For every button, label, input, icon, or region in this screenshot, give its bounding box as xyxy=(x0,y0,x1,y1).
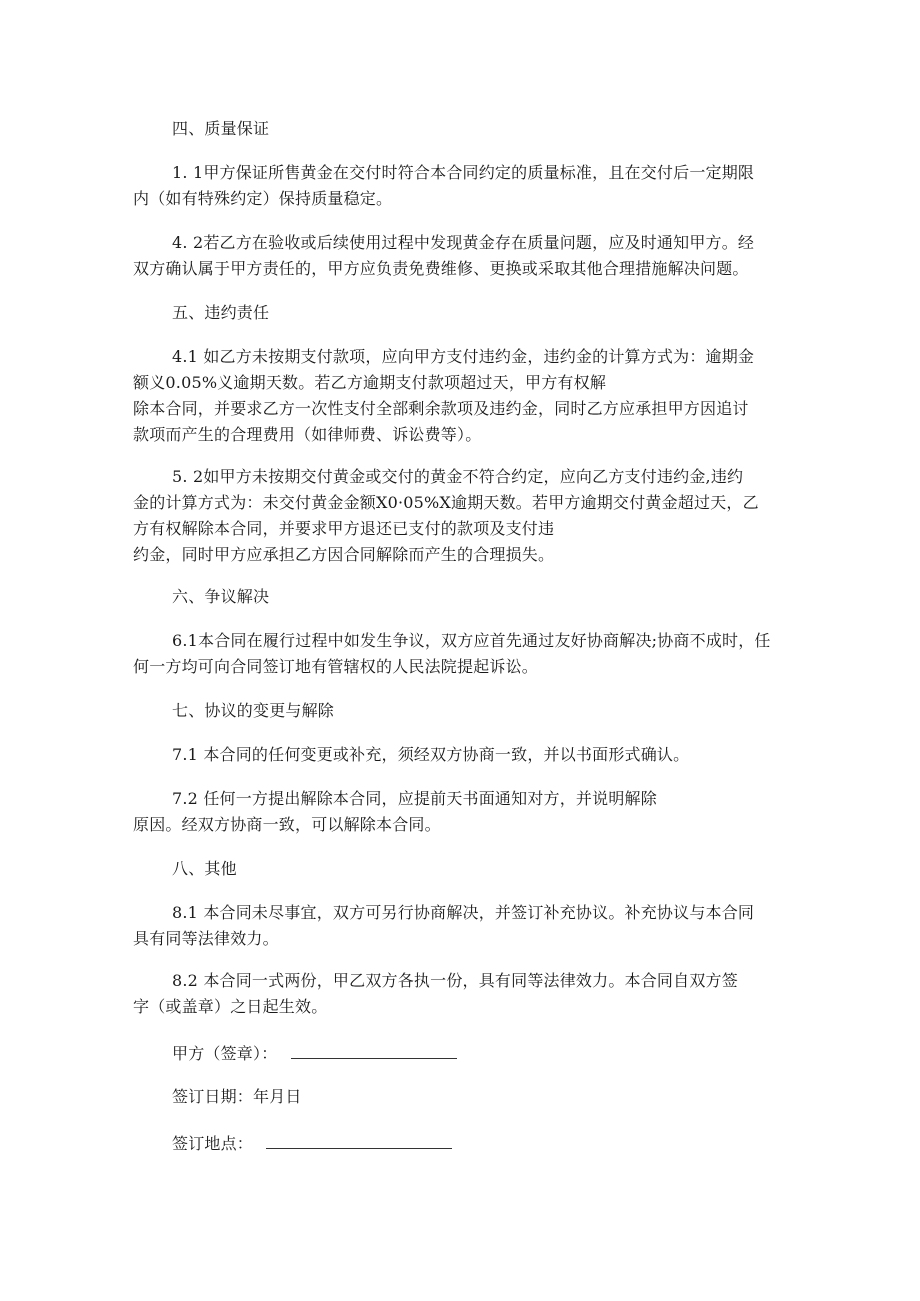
clause-5-1-line-4: 款项而产生的合理费用（如律师费、诉讼费等）。 xyxy=(133,425,482,444)
clause-7-2-line-2: 原因。经双方协商一致，可以解除本合同。 xyxy=(133,815,441,834)
party-a-label: 甲方（签章）： xyxy=(172,1044,278,1063)
clause-5-1-line-2: 额义0.05%义逾期天数。若乙方逾期支付款项超过天，甲方有权解 xyxy=(133,373,607,392)
clause-4-1-line-1: 1. 1甲方保证所售黄金在交付时符合本合同约定的质量标准，且在交付后一定期限 xyxy=(172,163,755,182)
section-heading-other: 八、其他 xyxy=(172,859,237,878)
signing-place xyxy=(172,1133,452,1154)
clause-5-2-line-3: 方有权解除本合同，并要求甲方退还已支付的款项及支付违 xyxy=(133,519,555,538)
section-heading-amendment: 七、协议的变更与解除 xyxy=(172,701,335,720)
clause-7-1-line-1: 7.1 本合同的任何变更或补充，须经双方协商一致，并以书面形式确认。 xyxy=(172,745,690,764)
party-a-signature xyxy=(172,1043,457,1064)
clause-6-1-line-1: 6.1本合同在履行过程中如发生争议，双方应首先通过友好协商解决;协商不成时，任 xyxy=(172,631,771,650)
clause-5-2-line-4: 约金，同时甲方应承担乙方因合同解除而产生的合理损失。 xyxy=(133,545,555,564)
clause-5-1-line-3: 除本合同，并要求乙方一次性支付全部剩余款项及违约金，同时乙方应承担甲方因追讨 xyxy=(133,399,749,418)
section-heading-dispute: 六、争议解决 xyxy=(172,587,270,606)
clause-4-2-line-2: 双方确认属于甲方责任的，甲方应负责免费维修、更换或采取其他合理措施解决问题。 xyxy=(133,259,749,278)
clause-8-1-line-1: 8.1 本合同未尽事宜，双方可另行协商解决，并签订补充协议。补充协议与本合同 xyxy=(172,903,755,922)
signing-place-label: 签订地点： xyxy=(172,1134,254,1153)
section-heading-quality: 四、质量保证 xyxy=(172,119,270,138)
clause-8-2-line-1: 8.2 本合同一式两份，甲乙双方各执一份，具有同等法律效力。本合同自双方签 xyxy=(172,971,738,990)
clause-8-2-line-2: 字（或盖章）之日起生效。 xyxy=(133,997,328,1016)
clause-5-2-line-1: 5. 2如甲方未按期交付黄金或交付的黄金不符合约定，应向乙方支付违约金,违约 xyxy=(172,467,744,486)
signing-date: 签订日期：年月日 xyxy=(172,1087,302,1106)
clause-5-2-line-2: 金的计算方式为：未交付黄金金额X0·05%X逾期天数。若甲方逾期交付黄金超过天，乙 xyxy=(133,493,759,512)
signing-place-blank xyxy=(266,1133,452,1149)
clause-5-1-line-1: 4.1 如乙方未按期支付款项，应向甲方支付违约金，违约金的计算方式为：逾期金 xyxy=(172,347,755,366)
clause-7-2-line-1: 7.2 任何一方提出解除本合同，应提前天书面通知对方，并说明解除 xyxy=(172,789,657,808)
party-a-signature-blank xyxy=(291,1043,457,1059)
clause-4-1-line-2: 内（如有特殊约定）保持质量稳定。 xyxy=(133,189,393,208)
clause-8-1-line-2: 具有同等法律效力。 xyxy=(133,929,279,948)
clause-4-2-line-1: 4. 2若乙方在验收或后续使用过程中发现黄金存在质量问题，应及时通知甲方。经 xyxy=(172,233,755,252)
section-heading-liability: 五、违约责任 xyxy=(172,303,270,322)
clause-6-1-line-2: 何一方均可向合同签订地有管辖权的人民法院提起诉讼。 xyxy=(133,657,539,676)
